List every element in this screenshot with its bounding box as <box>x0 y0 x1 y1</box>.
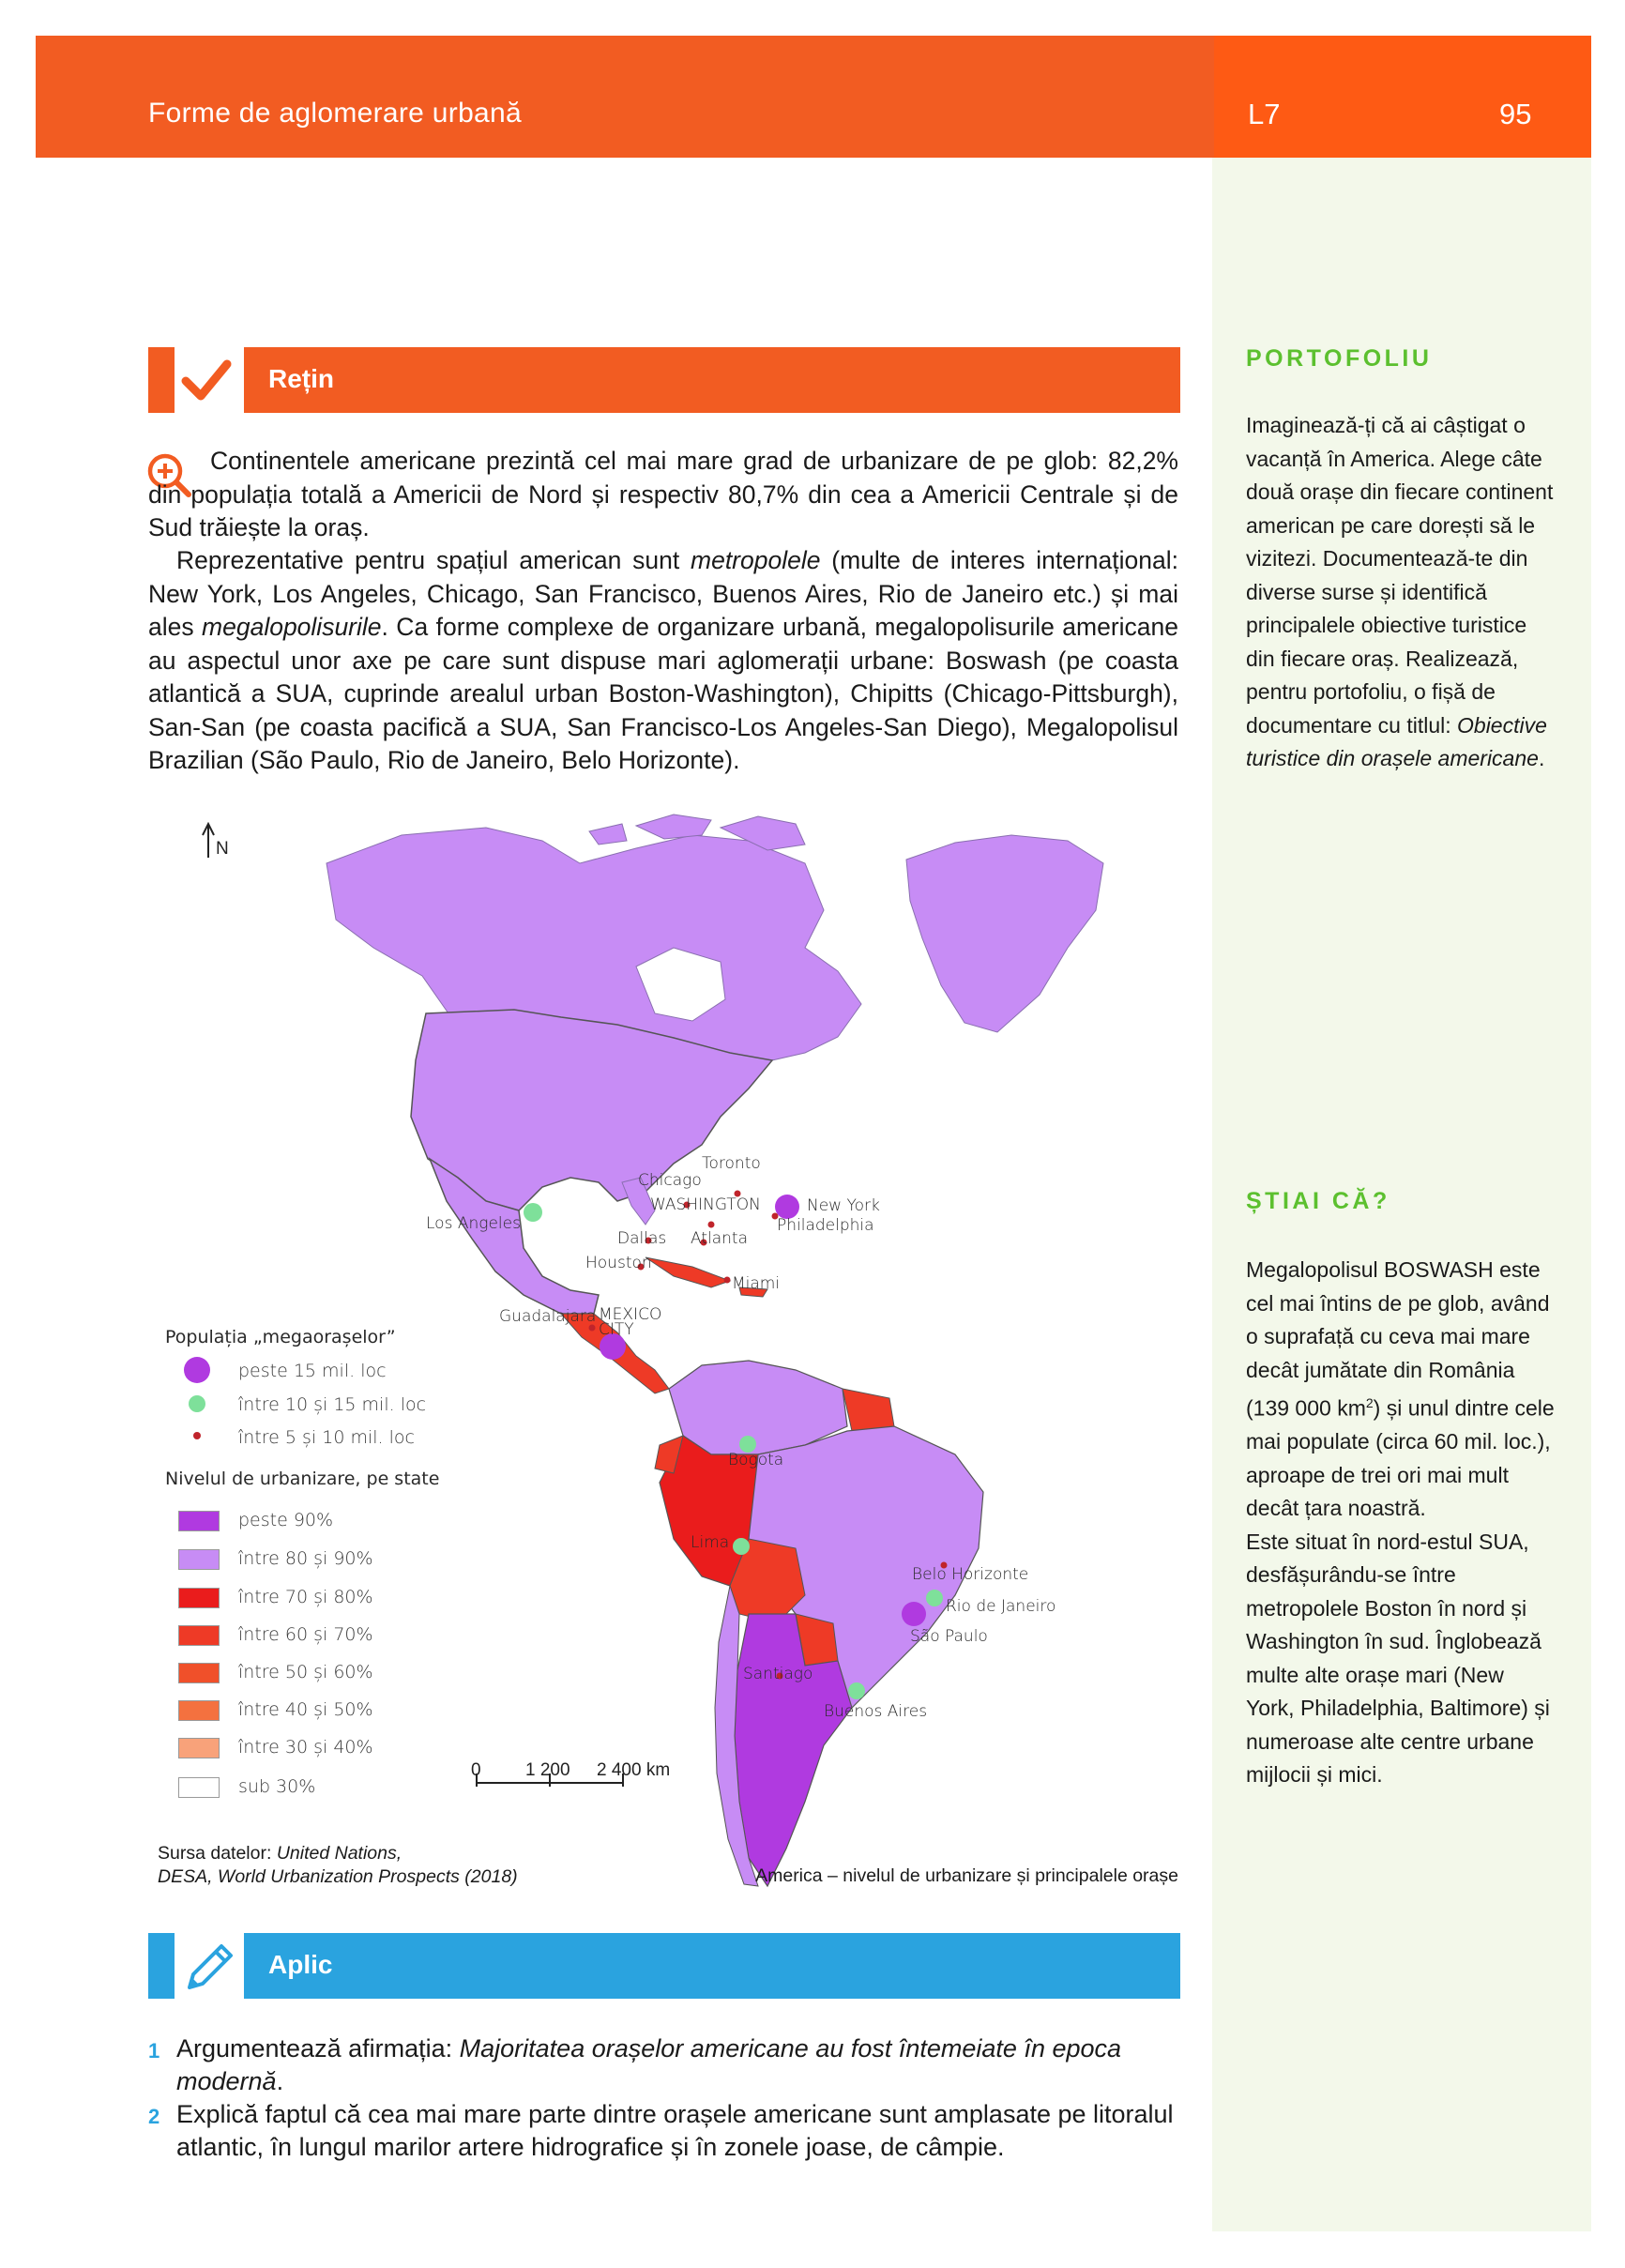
task-1-text: Argumentează afirmația: Majoritatea orașelor americane au fost întemeiate în epoca modernă. <box>176 2034 1122 2095</box>
label-dallas: Dallas <box>617 1229 667 1248</box>
label-belo-horizonte: Belo Horizonte <box>912 1565 1029 1584</box>
legend-swatch-7 <box>178 1777 220 1798</box>
legend-urb-0: peste 90% <box>238 1510 334 1530</box>
retin-paragraph-2: Reprezentative pentru spațiul american sunt metropolele (multe de interes internațional: New York, Los Angeles, Chicago, San Francisco, Buenos Aires, Rio de Janeiro etc.) și mai ales megalopolisurile. Ca forme complexe de organizare urbană, megalopolisurile americane au aspectul unor axe pe care sunt dispuse mari aglomerații urbane: Boswash (pe coasta atlantică a SUA, cuprinde arealul urban Boston-Washington), Chipitts (Chicago-Pittsburgh), San-San (pe coasta pacifică a SUA, San Francisco-Los Angeles-San Diego), Megalopolisul Brazilian (São Paulo, Rio de Janeiro, Belo Horizonte). <box>148 546 1178 774</box>
label-lima: Lima <box>691 1533 730 1552</box>
legend-swatch-0 <box>178 1511 220 1531</box>
label-washington: WASHINGTON <box>650 1195 761 1214</box>
dot-los-angeles <box>524 1203 542 1222</box>
legend-pop-1: între 10 și 15 mil. loc <box>238 1394 427 1415</box>
label-guadalajara: Guadalajara <box>499 1307 597 1326</box>
legend-pop-2: între 5 și 10 mil. loc <box>238 1427 415 1448</box>
legend-dot-large <box>184 1357 210 1383</box>
legend-dot-small <box>193 1432 201 1439</box>
legend-swatch-2 <box>178 1588 220 1608</box>
retin-label: Rețin <box>268 364 334 393</box>
scale-label-2: 2 400 km <box>597 1760 671 1780</box>
legend-dot-medium <box>189 1395 205 1412</box>
chapter-title: Forme de aglomerare urbană <box>148 98 523 129</box>
stiai-ca-title: ȘTIAI CĂ? <box>1246 1188 1390 1214</box>
dot-miami <box>724 1277 731 1284</box>
label-new-york: New York <box>807 1196 880 1215</box>
label-houston: Houston <box>585 1254 652 1272</box>
label-sao-paulo: São Paulo <box>910 1627 988 1646</box>
legend-urbanization-title: Nivelul de urbanizare, pe state <box>165 1469 440 1489</box>
dot-buenos-aires <box>848 1682 865 1699</box>
label-toronto: Toronto <box>702 1154 761 1173</box>
label-chicago: Chicago <box>638 1171 702 1190</box>
task-2-number: 2 <box>148 2105 160 2128</box>
americas-urbanization-map <box>148 807 1178 1895</box>
page-number: 95 <box>1499 98 1532 130</box>
retin-section-bar <box>148 347 1180 413</box>
legend-urb-1: între 80 și 90% <box>238 1548 373 1569</box>
legend-urb-6: între 30 și 40% <box>238 1737 373 1758</box>
retin-paragraph-1: Continentele americane prezintă cel mai mare grad de urbanizare de pe glob: 82,2% din populația totală a Americii de Nord și respectiv 80,7% din cea a Americii Centrale și de Sud trăiește la oraș. <box>148 447 1178 541</box>
task-2-text: Explică faptul că cea mai mare parte dintre orașele americane sunt amplasate pe litoralul atlantic, în lungul marilor artere hidrografice și în zonele joase, de câmpie. <box>176 2100 1174 2161</box>
legend-urb-2: între 70 și 80% <box>238 1587 373 1607</box>
legend-swatch-4 <box>178 1663 220 1683</box>
north-label: N <box>216 839 229 859</box>
task-1-number: 1 <box>148 2039 160 2063</box>
label-atlanta: Atlanta <box>691 1229 748 1248</box>
legend-urb-7: sub 30% <box>238 1776 316 1797</box>
legend-urb-3: între 60 și 70% <box>238 1624 373 1645</box>
lesson-code: L7 <box>1248 98 1281 130</box>
label-buenos-aires: Buenos Aires <box>824 1702 928 1721</box>
label-bogota: Bogota <box>728 1451 784 1469</box>
stiai-ca-text: Megalopolisul BOSWASH este cel mai întins de pe glob, având o suprafață cu ceva mai mare decât jumătate din România (139 000 $km^2$) și unul dintre cele mai populate (circa 60 mil. loc.), aproape de trei ori mai mult decât țara noastră. Este situat în nord-estul SUA, desfășurându-se între metropolele Boston în nord și Washington în sud. Înglobează multe alte orașe mari (New York, Philadelphia, Baltimore) și numeroase alte centre urbane mijlocii și mici. <box>1246 1257 1555 1788</box>
legend-population-title: Populația „megaorașelor” <box>165 1327 396 1347</box>
map-caption: America – nivelul de urbanizare și principalele orașe <box>755 1865 1178 1886</box>
legend-urb-5: între 40 și 50% <box>238 1699 373 1720</box>
pencil-icon <box>175 1933 251 1999</box>
legend-pop-0: peste 15 mil. loc <box>238 1361 387 1381</box>
label-los-angeles: Los Angeles <box>426 1214 521 1233</box>
header-bar <box>36 36 1214 158</box>
header-bar-right <box>1214 36 1591 158</box>
checkmark-icon <box>175 347 251 413</box>
legend-swatch-1 <box>178 1549 220 1570</box>
portofoliu-title: PORTOFOLIU <box>1246 345 1433 372</box>
dot-rio <box>926 1590 943 1606</box>
label-santiago: Santiago <box>743 1665 813 1683</box>
map-source: Sursa datelor: United Nations, DESA, World Urbanization Prospects (2018) <box>158 1843 518 1887</box>
dot-washington <box>708 1222 715 1228</box>
aplic-section-bar <box>148 1933 1180 1999</box>
legend-urb-4: între 50 și 60% <box>238 1662 373 1682</box>
portofoliu-text: Imaginează-ți că ai câștigat o vacanță în America. Alege câte două orașe din fiecare continent american pe care dorești să le vizitezi. Documentează-te din diverse surse și identifică principalele obiective turistice din fiecare oraș. Realizează, pentru portofoliu, o fișă de documentare cu titlul: Obiective turistice din orașele americane. <box>1246 413 1554 770</box>
label-philadelphia: Philadelphia <box>777 1216 874 1235</box>
legend-swatch-6 <box>178 1738 220 1758</box>
label-rio: Rio de Janeiro <box>946 1597 1056 1616</box>
legend-swatch-3 <box>178 1625 220 1646</box>
dot-sao-paulo <box>902 1602 926 1626</box>
aplic-label: Aplic <box>268 1950 333 1979</box>
scale-label-0: 0 <box>471 1760 481 1780</box>
label-mexico-city: MEXICO CITY <box>599 1305 662 1339</box>
dot-lima <box>733 1538 750 1555</box>
greenland <box>906 835 1103 1032</box>
legend-swatch-5 <box>178 1700 220 1721</box>
scale-label-1: 1 200 <box>525 1760 570 1780</box>
label-miami: Miami <box>732 1274 781 1293</box>
